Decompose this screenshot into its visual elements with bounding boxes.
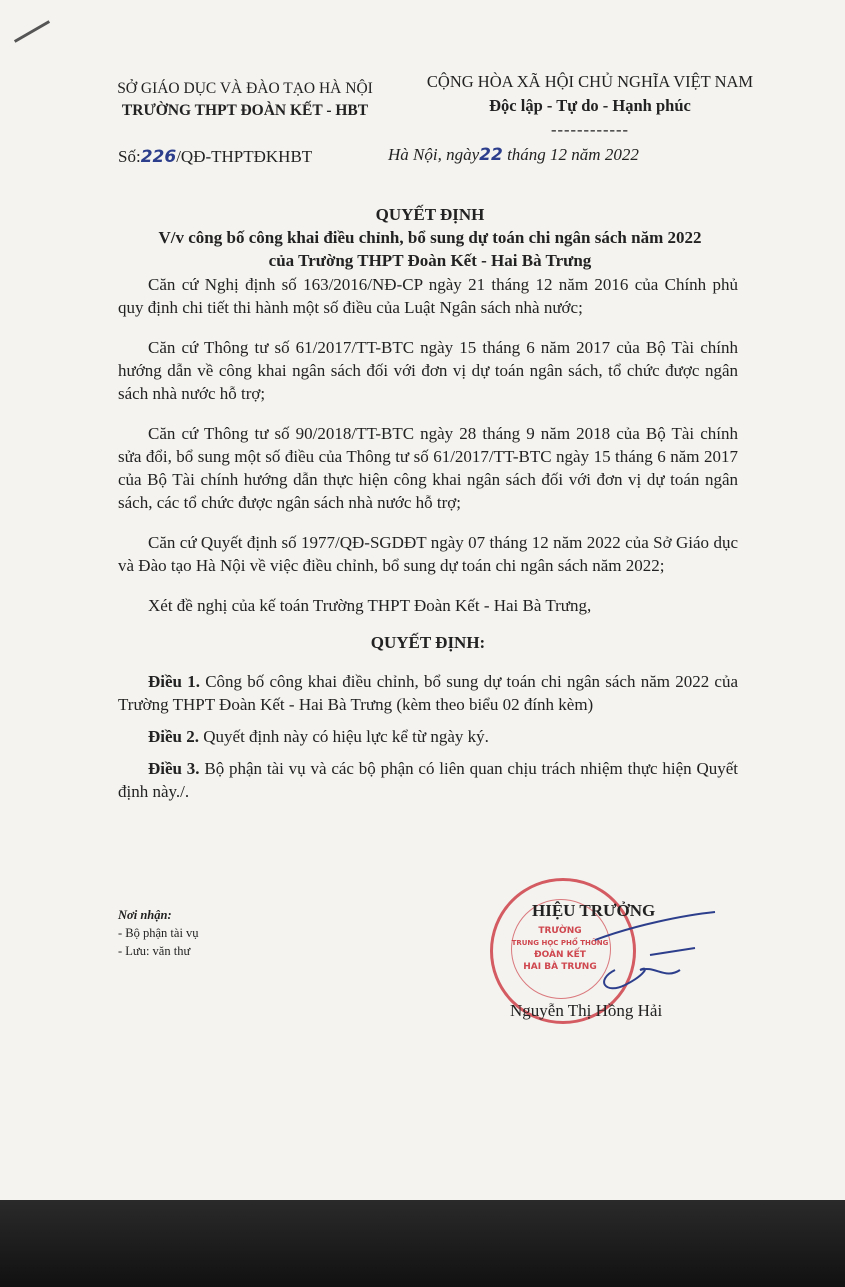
document-body	[118, 273, 738, 812]
reference-number	[118, 147, 312, 167]
seal-line: TRƯỜNG	[538, 926, 582, 936]
recipient-item: - Bộ phận tài vụ	[118, 926, 199, 940]
article-3	[118, 757, 738, 803]
article-2	[118, 725, 738, 748]
signer-title: HIỆU TRƯỞNG	[532, 901, 656, 920]
pen-mark	[14, 20, 50, 43]
seal-line: HAI BÀ TRƯNG	[523, 962, 597, 972]
national-motto: Độc lập - Tự do - Hạnh phúc	[489, 96, 691, 115]
basis-paragraph-2: Căn cứ Thông tư số 61/2017/TT-BTC ngày 15 tháng 6 năm 2017 của Bộ Tài chính hướng dẫn về công khai ngân sách đối với đơn vị dự toán ngân sách, tổ chức được ngân sách nhà nước hỗ trợ;	[118, 338, 738, 403]
basis-paragraph-3: Căn cứ Thông tư số 90/2018/TT-BTC ngày 28 tháng 9 năm 2018 của Bộ Tài chính sửa đổi, bổ sung một số điều của Thông tư số 61/2017/TT-BTC ngày 15 tháng 6 năm 2017 của Bộ Tài chính hướng dẫn thực hiện công khai ngân sách đối với đơn vị dự toán ngân sách, các tổ chức được ngân sách nhà nước hỗ trợ;	[118, 424, 738, 512]
reference-suffix: /QĐ-THPTĐKHBT	[176, 147, 313, 166]
issue-date	[388, 145, 639, 165]
article-3-label: Điều 3.	[148, 759, 200, 778]
decision-heading: QUYẾT ĐỊNH:	[370, 633, 486, 652]
motto-underline: ------------	[551, 120, 629, 139]
article-1-label: Điều 1.	[148, 672, 200, 691]
recipients-list	[118, 906, 199, 960]
basis-paragraph-1: Căn cứ Nghị định số 163/2016/NĐ-CP ngày 21 tháng 12 năm 2016 của Chính phủ quy định chi tiết thi hành một số điều của Luật Ngân sách nhà nước;	[118, 275, 738, 317]
article-1	[118, 670, 738, 716]
national-name: CỘNG HÒA XÃ HỘI CHỦ NGHĨA VIỆT NAM	[426, 72, 754, 91]
scan-background	[0, 1200, 845, 1287]
title-subject: V/v công bố công khai điều chỉnh, bổ sung dự toán chi ngân sách năm 2022	[158, 228, 702, 247]
seal-line: ĐOÀN KẾT	[534, 950, 586, 960]
article-2-label: Điều 2.	[148, 727, 199, 746]
handwritten-signature	[555, 910, 725, 1010]
recipients-label: Nơi nhận:	[118, 908, 172, 922]
issuer-department: SỞ GIÁO DỤC VÀ ĐÀO TẠO HÀ NỘI	[117, 80, 373, 97]
reference-handwritten-number: 226	[140, 147, 177, 167]
seal-line: TRUNG HỌC PHỔ THÔNG	[511, 939, 609, 947]
date-prefix: Hà Nội, ngày	[388, 145, 480, 164]
article-1-text: Công bố công khai điều chỉnh, bổ sung dự toán chi ngân sách năm 2022 của Trường THPT Đoàn Kết - Hai Bà Trưng (kèm theo biểu 02 đính kèm)	[118, 672, 739, 714]
document-title	[100, 203, 760, 272]
national-header	[415, 70, 765, 142]
article-2-text: Quyết định này có hiệu lực kể từ ngày ký.	[199, 727, 489, 746]
issuer-school: TRƯỜNG THPT ĐOÀN KẾT - HBT	[121, 102, 369, 119]
title-decision: QUYẾT ĐỊNH	[375, 205, 485, 224]
signer-name: Nguyễn Thị Hồng Hải	[510, 1001, 663, 1020]
reference-prefix: Số:	[118, 147, 141, 166]
recipient-item: - Lưu: văn thư	[118, 944, 191, 958]
issuer-header	[95, 78, 395, 122]
date-suffix: tháng 12 năm 2022	[502, 145, 639, 164]
article-3-text: Bộ phận tài vụ và các bộ phận có liên quan chịu trách nhiệm thực hiện Quyết định này./.	[118, 759, 739, 801]
basis-paragraph-4: Căn cứ Quyết định số 1977/QĐ-SGDĐT ngày 07 tháng 12 năm 2022 của Sở Giáo dục và Đào tạo Hà Nội về việc điều chỉnh, bổ sung dự toán chi ngân sách năm 2022;	[118, 533, 738, 575]
date-handwritten-day: 22	[479, 145, 503, 165]
proposal-paragraph: Xét đề nghị của kế toán Trường THPT Đoàn Kết - Hai Bà Trưng,	[148, 596, 592, 615]
title-school: của Trường THPT Đoàn Kết - Hai Bà Trưng	[268, 251, 592, 270]
